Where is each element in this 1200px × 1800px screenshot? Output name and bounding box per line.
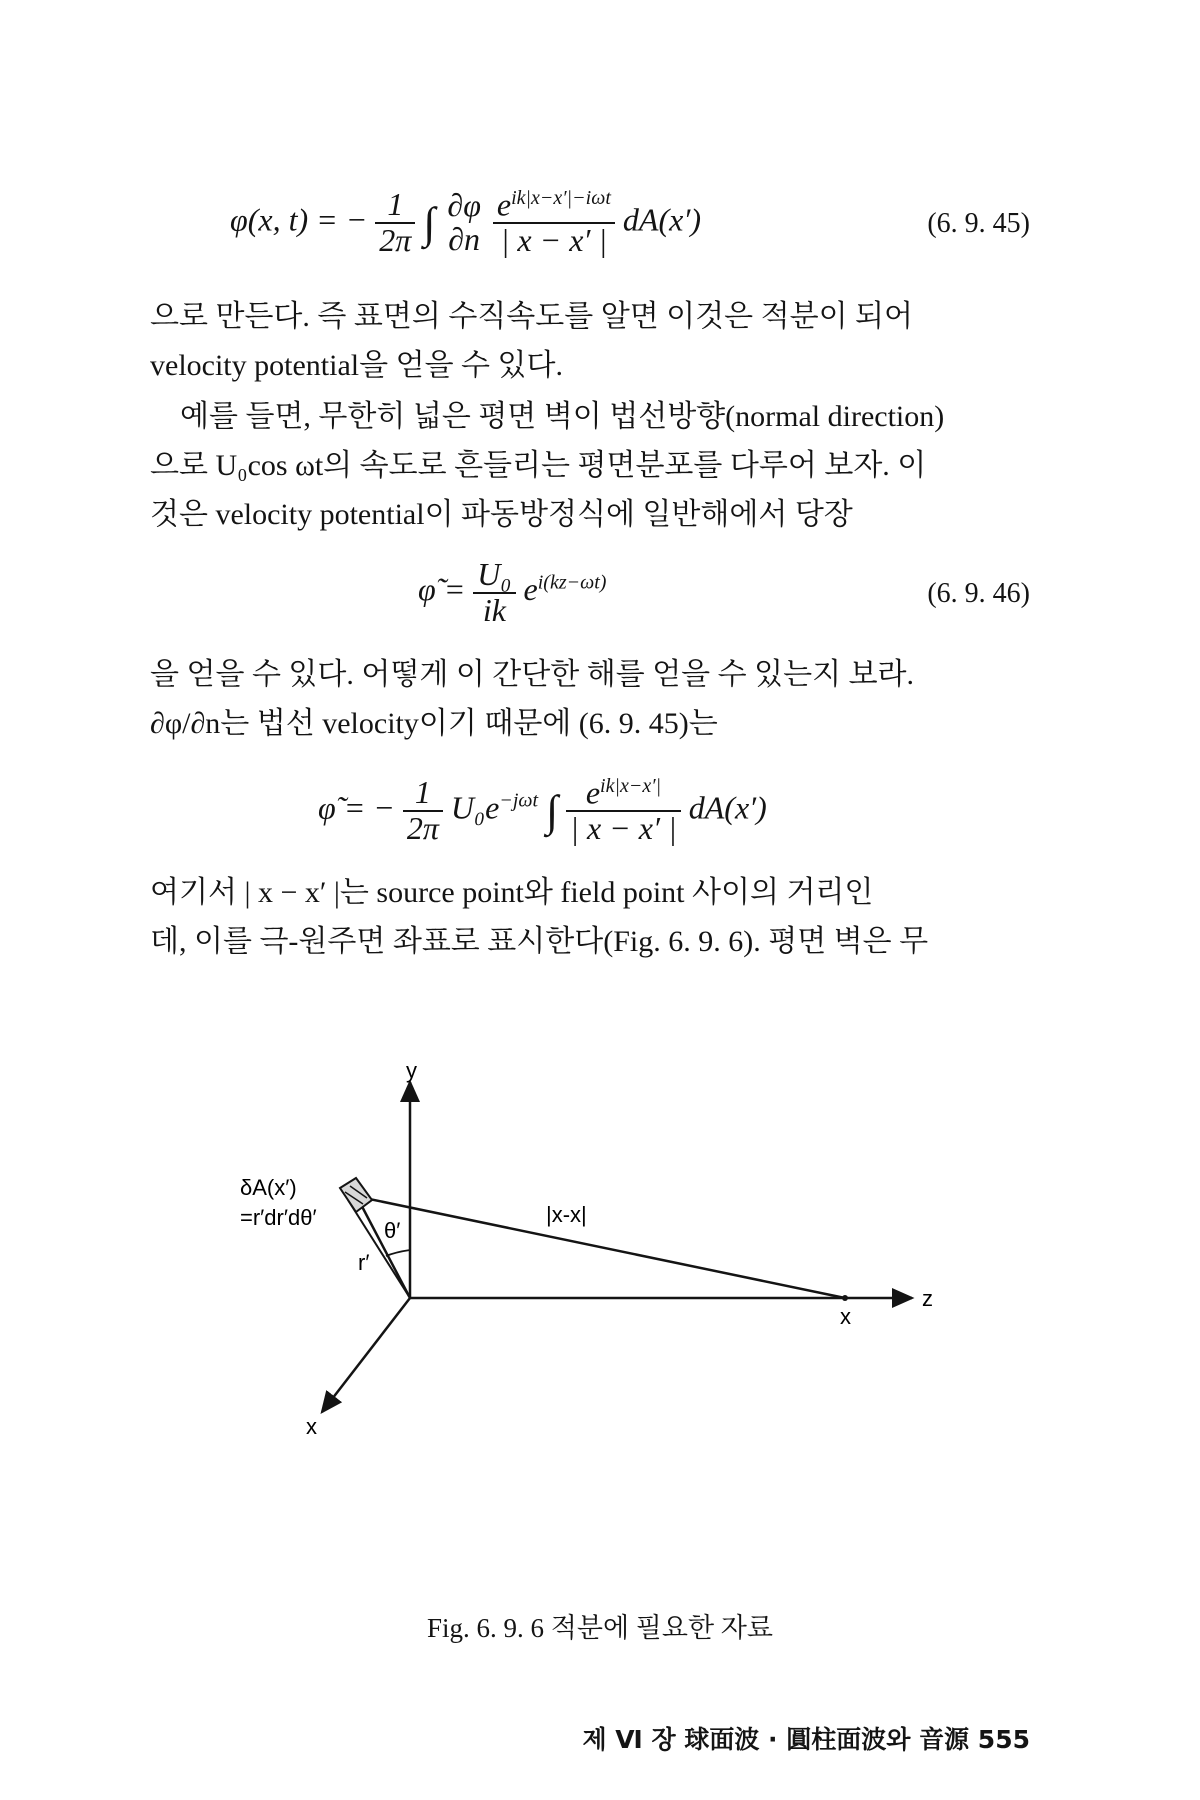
para3-line-2: ∂φ/∂n는 법선 velocity이기 때문에 (6. 9. 45)는	[150, 707, 718, 740]
para1-line-2: velocity potential을 얻을 수 있다.	[150, 349, 563, 382]
equation-number-2: (6. 9. 46)	[927, 578, 1030, 609]
para3-line-1: 을 얻을 수 있다. 어떻게 이 간단한 해를 얻을 수 있는지 보라.	[150, 658, 915, 691]
eq1-derivative: ∂φ ∂n	[447, 187, 481, 257]
eq1-exponential: $\frac{e^{ik|x-x'|-i\omega t}}{| x - x' |}$	[493, 188, 615, 258]
eq3-exponential: $\frac{e^{ik|x-x'|}}{| x - x' |}$	[566, 776, 681, 846]
equation-number-1: (6. 9. 45)	[927, 208, 1030, 239]
field-point	[842, 1295, 848, 1301]
para2-line-2: 으로 U₀cos ωt의 속도로 흔들리는 평면분포를 다루어 보자. 이	[150, 449, 927, 482]
y-axis-label: y	[406, 1058, 417, 1083]
eq3-mid-sup: −jωt	[499, 789, 539, 812]
eq1-lhs: φ(x, t) = −	[230, 201, 368, 238]
para4-line-2: 데, 이를 극-원주면 좌표로 표시한다(Fig. 6. 9. 6). 평면 벽은 무	[150, 925, 929, 958]
figure-caption: Fig. 6. 9. 6 적분에 필요한 자료	[427, 1613, 773, 1643]
eq3-lhs: φ̃ = −	[318, 789, 395, 826]
x-axis-label: x	[306, 1414, 317, 1439]
area-label-2: =r′dr′dθ′	[240, 1205, 317, 1230]
eq2-exp-sup: i(kz−ωt)	[537, 571, 607, 594]
z-axis-label: z	[922, 1286, 933, 1311]
eq2-lhs: φ̃ =	[418, 570, 466, 607]
eq1-integral: ∫	[423, 198, 436, 248]
para2-line-1: 예를 들면, 무한히 넓은 평면 벽이 법선방향(normal direction)	[180, 400, 945, 433]
radius-line	[356, 1195, 410, 1298]
field-point-label: x	[840, 1304, 851, 1329]
area-label-1: δA(x′)	[240, 1175, 297, 1200]
radius-line-2	[348, 1200, 410, 1298]
para4-line-1: 여기서 | x − x′ |는 source point와 field point 사이의 거리인	[150, 876, 874, 909]
eq2-exp: e	[523, 570, 538, 607]
eq3-integral: ∫	[546, 786, 559, 836]
area-element-icon	[340, 1178, 372, 1212]
para2-line-3: 것은 velocity potential이 파동방정식에 일반해에서 당장	[150, 498, 853, 531]
eq3-mid: U₀e	[450, 789, 500, 826]
distance-label: |x-x|	[546, 1202, 587, 1227]
page-footer: 제 Ⅵ 장 球面波 · 圓柱面波와 音源 555	[582, 1725, 1030, 1754]
eq2-fraction: $\frac{\text{U₀}}{ik}$	[473, 558, 515, 627]
theta-arc	[386, 1250, 410, 1256]
x-axis	[322, 1298, 410, 1412]
r-label: r′	[358, 1250, 370, 1275]
distance-line	[350, 1195, 845, 1298]
theta-label: θ′	[384, 1218, 401, 1243]
eq1-fraction: $\frac{1}{2\pi}$	[375, 188, 415, 257]
eq3-fraction: $\frac{1}{2\pi}$	[403, 776, 443, 845]
eq1-tail: dA(x′)	[622, 201, 701, 238]
eq3-tail: dA(x′)	[688, 789, 767, 826]
para1-line-1: 으로 만든다. 즉 표면의 수직속도를 알면 이것은 적분이 되어	[150, 300, 914, 333]
